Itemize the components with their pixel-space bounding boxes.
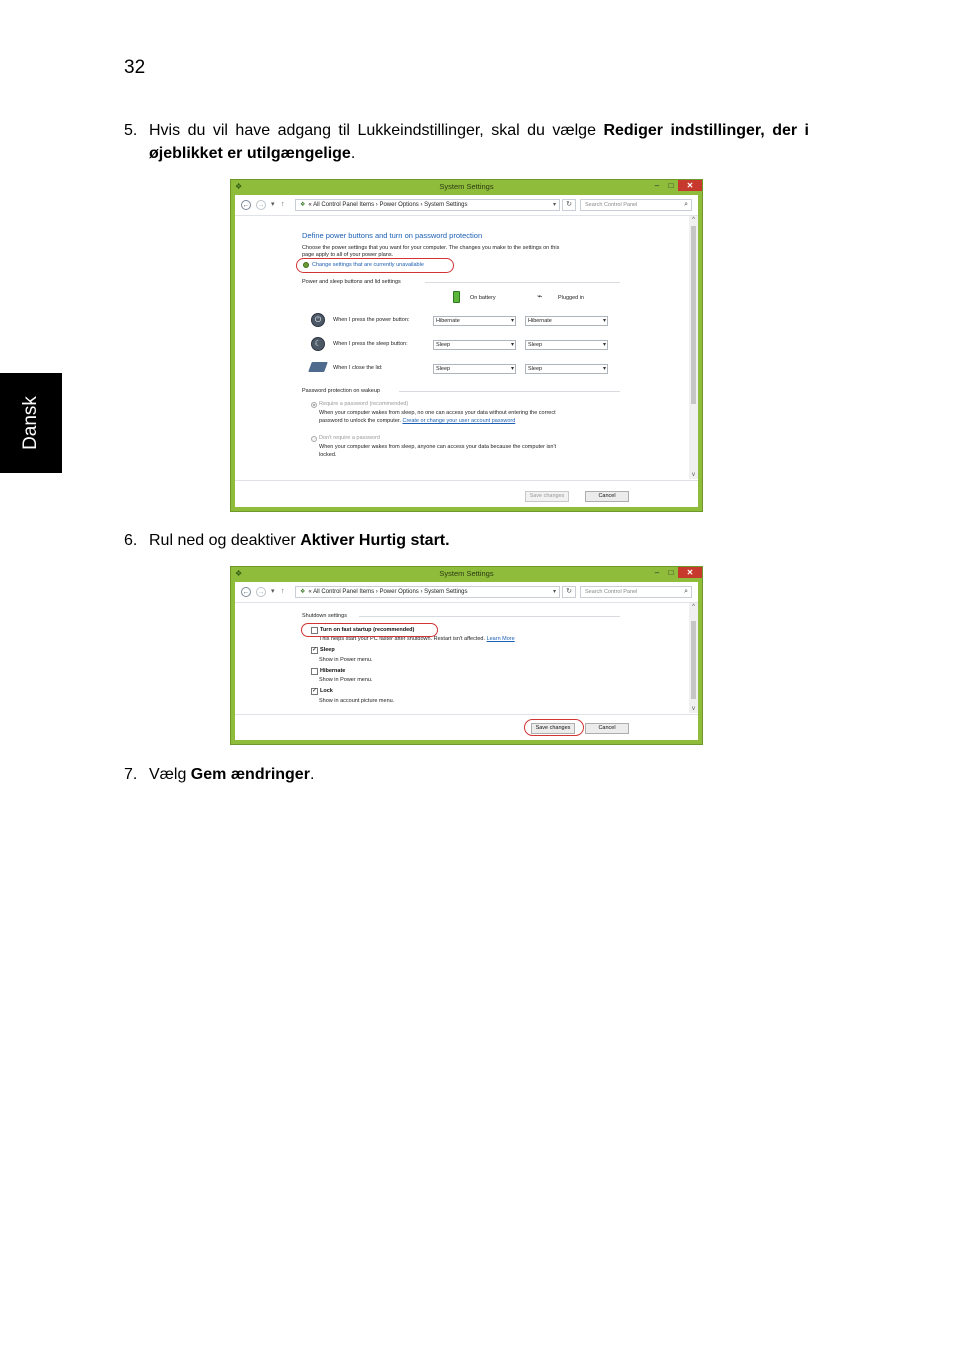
step-text-bold: Rediger indstillinger, der i øjeblikket er utilgængelige [149, 122, 810, 162]
scroll-down-icon[interactable]: v [692, 706, 695, 712]
highlight-ring [524, 719, 584, 736]
address-dropdown-icon[interactable]: ▾ [552, 589, 556, 595]
control-panel-folder-icon: ❖ [300, 589, 306, 595]
minimize-icon[interactable]: – [654, 181, 660, 190]
select-value: Sleep [436, 342, 451, 348]
lock-desc: Show in account picture menu. [319, 698, 395, 704]
description-line-2: page apply to all of your power plans. [302, 252, 394, 258]
step-text [149, 529, 809, 552]
select-value: Sleep [528, 342, 543, 348]
breadcrumb-system-settings[interactable]: System Settings [424, 589, 468, 595]
battery-icon [453, 291, 460, 303]
group-title-power-buttons: Power and sleep buttons and lid settings [302, 279, 401, 285]
column-on-battery: On battery [470, 295, 496, 301]
lock-checkbox[interactable]: ✓ [312, 688, 318, 694]
scroll-down-icon[interactable]: v [692, 472, 695, 478]
breadcrumb-power-options[interactable]: Power Options [379, 202, 419, 208]
fast-startup-label: Turn on fast startup (recommended) [320, 627, 415, 633]
group-title-shutdown: Shutdown settings [302, 613, 347, 619]
language-side-tab [0, 373, 62, 473]
step-text-bold: Aktiver Hurtig start. [300, 532, 450, 549]
navigation-bar [235, 195, 698, 216]
step-text-bold: Gem ændringer [190, 766, 310, 783]
breadcrumb-all-control-panel-items[interactable]: All Control Panel Items [313, 202, 375, 208]
scrollbar-thumb[interactable] [691, 621, 696, 699]
sleep-button-on-battery-select[interactable] [433, 340, 516, 350]
create-password-link[interactable]: Create or change your user account password [402, 418, 516, 424]
search-icon[interactable]: ⌕ [684, 588, 688, 595]
group-divider [425, 282, 620, 283]
close-icon[interactable]: ✕ [678, 567, 702, 578]
back-arrow-icon[interactable]: ← [242, 589, 250, 596]
no-password-desc-2: locked. [319, 452, 337, 458]
row-label-sleep-button: When I press the sleep button: [333, 341, 408, 347]
description-line-1: Choose the power settings that you want for your computer. The changes you make to the settings on this [302, 245, 560, 251]
group-title-password: Password protection on wakeup [302, 388, 380, 394]
maximize-icon[interactable]: □ [668, 568, 674, 577]
title-bar [231, 180, 702, 194]
require-password-desc-2 [319, 418, 515, 425]
search-icon[interactable]: ⌕ [684, 201, 688, 208]
select-value: Sleep [436, 366, 451, 372]
step-text-plain: Rul ned og deaktiver [149, 532, 301, 549]
desc-text: password to unlock the computer. [319, 418, 403, 424]
hibernate-label: Hibernate [320, 668, 346, 674]
power-button-plugged-in-select[interactable] [525, 316, 608, 326]
up-arrow-icon[interactable]: ↑ [281, 588, 285, 595]
chevron-down-icon: ▾ [602, 366, 606, 372]
row-label-power-button: When I press the power button: [333, 317, 410, 323]
breadcrumb-prefix: « [308, 589, 312, 595]
require-password-desc-1: When your computer wakes from sleep, no one can access your data without entering the correct [319, 410, 556, 416]
control-panel-folder-icon: ❖ [300, 202, 306, 208]
address-dropdown-icon[interactable]: ▾ [552, 202, 556, 208]
recent-pages-dropdown-icon[interactable]: ▾ [271, 588, 275, 595]
breadcrumb-power-options[interactable]: Power Options [379, 589, 419, 595]
sleep-button-plugged-in-select[interactable] [525, 340, 608, 350]
select-value: Hibernate [528, 318, 552, 324]
sleep-checkbox[interactable]: ✓ [312, 647, 318, 653]
highlight-ring [301, 623, 438, 637]
change-settings-link[interactable]: Change settings that are currently unavailable [312, 262, 424, 268]
chevron-down-icon: ▾ [602, 342, 606, 348]
close-lid-on-battery-select[interactable] [433, 364, 516, 374]
breadcrumb-system-settings[interactable]: System Settings [424, 202, 468, 208]
control-panel-icon: ❖ [235, 569, 243, 578]
save-changes-button[interactable]: Save changes [525, 491, 569, 502]
laptop-lid-icon [308, 362, 328, 372]
window-client [235, 195, 698, 507]
vertical-scrollbar[interactable] [689, 216, 698, 479]
side-tab-label: Dansk [20, 396, 41, 450]
address-bar[interactable] [295, 199, 560, 211]
search-placeholder: Search Control Panel [585, 202, 638, 208]
cancel-button[interactable]: Cancel [585, 491, 629, 502]
chevron-down-icon: ▾ [510, 366, 514, 372]
learn-more-link[interactable]: Learn More [486, 636, 515, 642]
group-divider [399, 391, 620, 392]
select-value: Hibernate [436, 318, 460, 324]
title-bar [231, 567, 702, 581]
column-plugged-in: Plugged in [558, 295, 584, 301]
window-footer [235, 480, 698, 507]
forward-arrow-icon[interactable]: → [257, 202, 265, 209]
refresh-icon[interactable]: ↻ [562, 199, 576, 211]
scroll-up-icon[interactable]: ^ [692, 604, 695, 610]
control-panel-icon: ❖ [235, 182, 243, 191]
power-plug-icon: ⌁ [537, 291, 543, 301]
select-value: Sleep [528, 366, 543, 372]
sleep-label: Sleep [320, 647, 335, 653]
system-settings-window-1 [230, 179, 703, 512]
hibernate-checkbox[interactable] [311, 668, 318, 675]
step-number: 6. [124, 532, 138, 549]
system-settings-window-2 [230, 566, 703, 745]
lock-label: Lock [320, 688, 333, 694]
breadcrumb-separator: › [375, 202, 378, 208]
breadcrumb-separator: › [420, 202, 423, 208]
step-text-end: . [350, 145, 356, 162]
highlight-ring [296, 258, 454, 273]
scrollbar-thumb[interactable] [691, 226, 696, 404]
scroll-up-icon[interactable]: ^ [692, 217, 695, 223]
settings-content [235, 216, 689, 479]
step-text-plain: Hvis du vil have adgang til Lukkeindstillinger, skal du vælge [149, 122, 604, 139]
desc-text: This helps start your PC faster after shutdown. Restart isn't affected. [319, 636, 487, 642]
step-text-end: . [309, 766, 315, 783]
chevron-down-icon: ▾ [510, 342, 514, 348]
chevron-down-icon: ▾ [602, 318, 606, 324]
page-heading: Define power buttons and turn on password protection [302, 231, 483, 240]
step-number: 5. [124, 122, 138, 139]
step-5 [124, 119, 809, 165]
breadcrumb-prefix: « [308, 202, 312, 208]
maximize-icon[interactable]: □ [668, 181, 674, 190]
chevron-down-icon: ▾ [510, 318, 514, 324]
window-client [235, 582, 698, 740]
power-button-icon: ⏻ [311, 313, 325, 327]
navigation-bar [235, 582, 698, 603]
search-input[interactable] [580, 586, 692, 598]
require-password-radio[interactable] [311, 402, 317, 408]
vertical-scrollbar[interactable] [689, 603, 698, 713]
step-7 [124, 763, 809, 786]
hibernate-desc: Show in Power menu. [319, 677, 373, 683]
page-number: 32 [124, 57, 146, 78]
recent-pages-dropdown-icon[interactable]: ▾ [271, 201, 275, 208]
group-divider [359, 616, 620, 617]
no-password-radio[interactable] [311, 436, 317, 442]
up-arrow-icon[interactable]: ↑ [281, 201, 285, 208]
power-button-on-battery-select[interactable] [433, 316, 516, 326]
close-icon[interactable]: ✕ [678, 180, 702, 191]
step-text [149, 763, 809, 786]
require-password-label: Require a password (recommended) [319, 401, 409, 407]
sleep-button-icon: ☾ [311, 337, 325, 351]
search-placeholder: Search Control Panel [585, 589, 638, 595]
sleep-desc: Show in Power menu. [319, 657, 373, 663]
settings-content [235, 603, 689, 713]
window-title: System Settings [439, 182, 494, 191]
back-arrow-icon[interactable]: ← [242, 202, 250, 209]
no-password-desc-1: When your computer wakes from sleep, anyone can access your data because the computer isn't [319, 444, 557, 450]
no-password-label: Don't require a password [319, 435, 380, 441]
step-6 [124, 529, 809, 552]
save-changes-button[interactable]: Save changes [531, 723, 575, 734]
breadcrumb-separator: › [420, 589, 423, 595]
search-input[interactable] [580, 199, 692, 211]
row-label-close-lid: When I close the lid: [333, 365, 383, 371]
fast-startup-desc [319, 636, 515, 643]
window-footer [235, 714, 698, 740]
step-text [149, 119, 809, 165]
window-title: System Settings [439, 569, 494, 578]
minimize-icon[interactable]: – [654, 568, 660, 577]
address-bar[interactable] [295, 586, 560, 598]
breadcrumb-separator: › [375, 589, 378, 595]
close-lid-plugged-in-select[interactable] [525, 364, 608, 374]
breadcrumb-all-control-panel-items[interactable]: All Control Panel Items [313, 589, 375, 595]
refresh-icon[interactable]: ↻ [562, 586, 576, 598]
cancel-button[interactable]: Cancel [585, 723, 629, 734]
step-number: 7. [124, 766, 138, 783]
step-text-plain: Vælg [149, 766, 191, 783]
forward-arrow-icon[interactable]: → [257, 589, 265, 596]
